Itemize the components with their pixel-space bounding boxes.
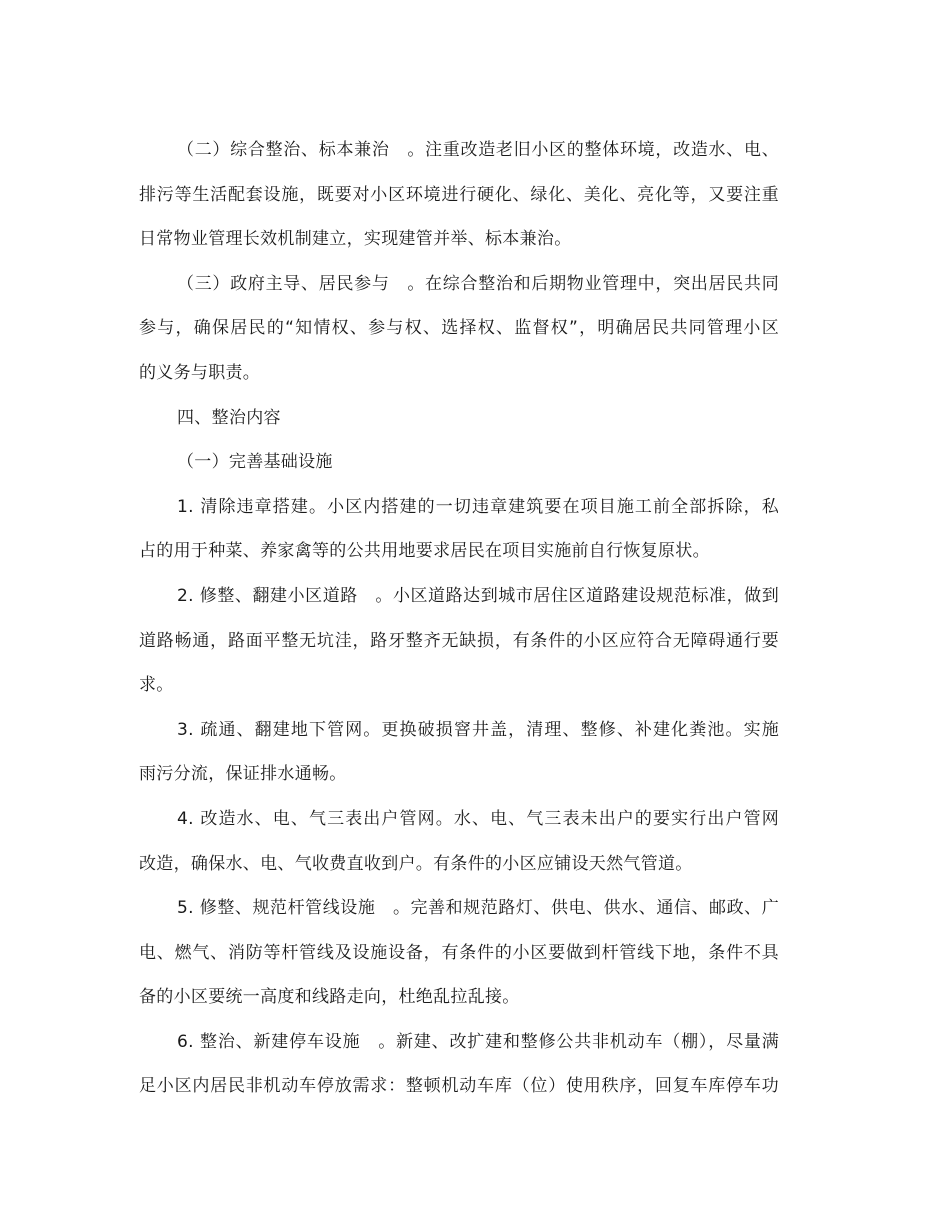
- item-2-line-2: 道路畅通，路面平整无坑洼，路牙整齐无缺损，有条件的小区应符合无障碍通行要: [139, 630, 779, 651]
- item-5-line-2: 电、燃气、消防等杆管线及设施设备，有条件的小区要做到杆管线下地，条件不具: [139, 942, 779, 963]
- paragraph-3-line-3: 的义务与职责。: [139, 362, 261, 383]
- document-body: [139, 128, 779, 1109]
- paragraph-3-line-2: 参与，确保居民的“知情权、参与权、选择权、监督权”，明确居民共同管理小区: [139, 318, 779, 339]
- item-2-line-1: 2. 修整、翻建小区道路 。小区道路达到城市居住区道路建设规范标准，做到: [177, 585, 779, 606]
- paragraph-3-line-1: （三）政府主导、居民参与 。在综合整治和后期物业管理中，突出居民共同: [177, 273, 779, 294]
- paragraph-2-line-2: 排污等生活配套设施，既要对小区环境进行硬化、绿化、美化、亮化等，又要注重: [139, 184, 779, 205]
- item-6-line-1: 6. 整治、新建停车设施 。新建、改扩建和整修公共非机动车（棚），尽量满: [177, 1031, 779, 1052]
- item-1-line-1: 1. 清除违章搭建。小区内搭建的一切违章建筑要在项目施工前全部拆除，私: [177, 496, 779, 517]
- item-4-line-2: 改造，确保水、电、气收费直收到户。有条件的小区应铺设天然气管道。: [139, 853, 693, 874]
- item-5-line-1: 5. 修整、规范杆管线设施 。完善和规范路灯、供电、供水、通信、邮政、广: [177, 898, 779, 919]
- section-heading-4: 四、整治内容: [177, 407, 281, 428]
- item-2-line-3: 求。: [139, 675, 174, 696]
- item-3-line-2: 雨污分流，保证排水通畅。: [139, 764, 347, 785]
- paragraph-2-line-3: 日常物业管理长效机制建立，实现建管并举、标本兼治。: [139, 229, 572, 250]
- paragraph-2-line-1: （二）综合整治、标本兼治 。注重改造老旧小区的整体环境，改造水、电、: [177, 140, 779, 160]
- item-5-line-3: 备的小区要统一高度和线路走向，杜绝乱拉乱接。: [139, 987, 520, 1008]
- item-1-line-2: 占的用于种菜、养家禽等的公共用地要求居民在项目实施前自行恢复原状。: [139, 541, 710, 562]
- item-6-line-2: 足小区内居民非机动车停放需求：整顿机动车库（位）使用秩序，回复车库停车功: [139, 1076, 779, 1097]
- subsection-heading-1: （一）完善基础设施: [177, 452, 333, 473]
- item-4-line-1: 4. 改造水、电、气三表出户管网。水、电、气三表未出户的要实行出户管网: [177, 808, 779, 829]
- item-3-line-1: 3. 疏通、翻建地下管网。更换破损窨井盖，清理、整修、补建化粪池。实施: [177, 719, 779, 740]
